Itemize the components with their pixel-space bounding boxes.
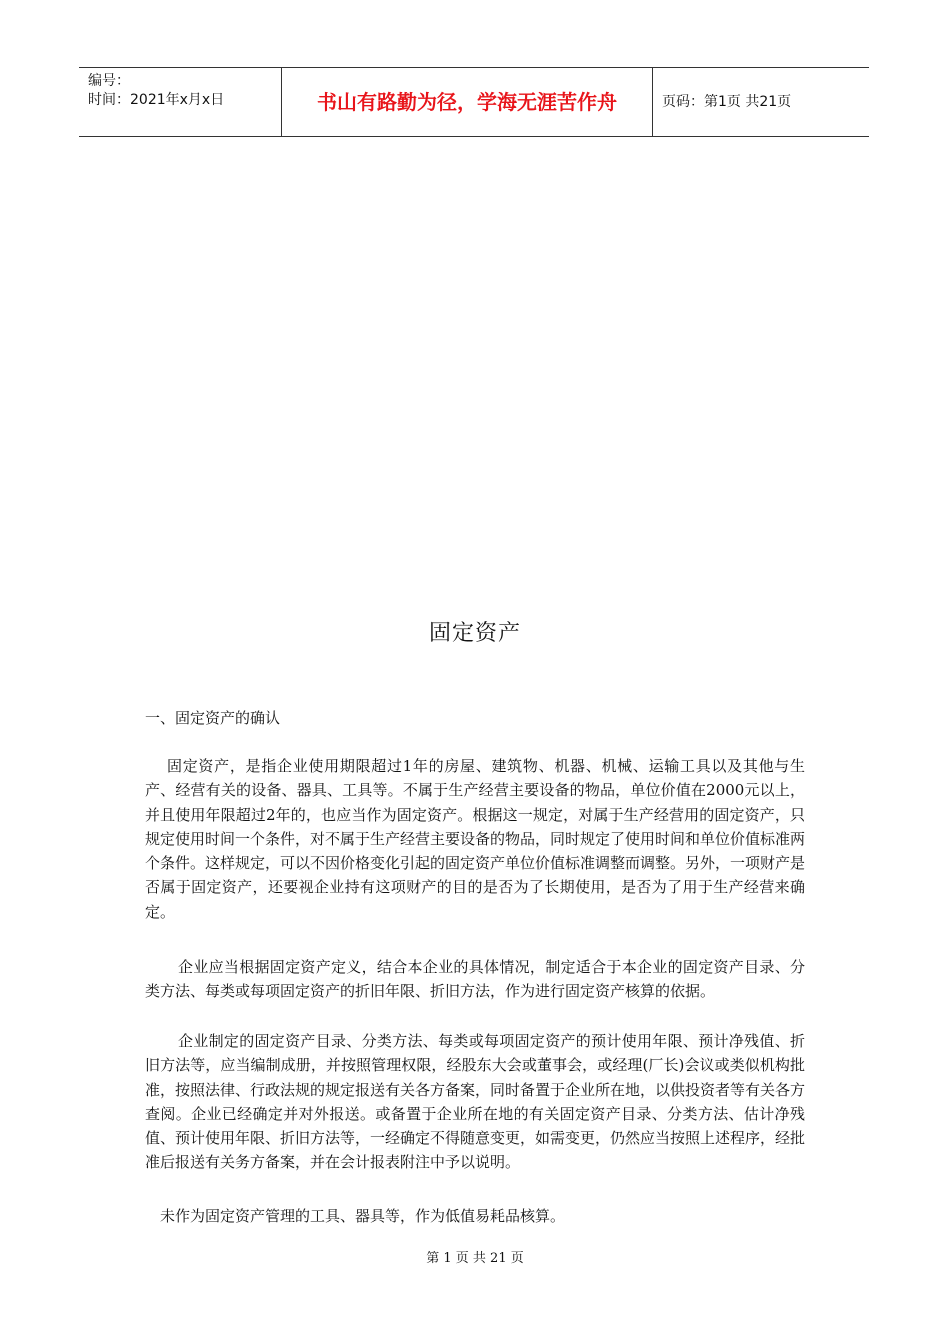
document-time-label: 时间：2021年x月x日: [88, 92, 225, 108]
document-title: 固定资产: [428, 621, 521, 646]
header-meta: [79, 68, 281, 136]
section-heading: 一、固定资产的确认: [145, 709, 281, 727]
page-header: [79, 67, 869, 137]
body-paragraph-4: 未作为固定资产管理的工具、器具等，作为低值易耗品核算。: [160, 1207, 566, 1225]
page-footer: 第 1 页 共 21 页: [426, 1251, 524, 1266]
body-paragraph-1: 固定资产，是指企业使用期限超过1年的房屋、建筑物、机器、机械、运输工具以及其他与生产、经营有关的设备、器具、工具等。不属于生产经营主要设备的物品，单位价值在2000元以上，并且使用年限超过2年的，也应当作为固定资产。根据这一规定，对属于生产经营用的固定资产，只规定使用时间一个条件，对不属于生产经营主要设备的物品，同时规定了使用时间和单位价值标准两个条件。这样规定，可以不因价格变化引起的固定资产单位价值标准调整而调整。另外，一项财产是否属于固定资产，还要视企业持有这项财产的目的是否为了长期使用，是否为了用于生产经营来确定。: [145, 757, 806, 921]
body-paragraph-2: 企业应当根据固定资产定义，结合本企业的具体情况，制定适合于本企业的固定资产目录、分类方法、每类或每项固定资产的折旧年限、折旧方法，作为进行固定资产核算的依据。: [145, 958, 805, 1001]
body-paragraph-3: 企业制定的固定资产目录、分类方法、每类或每项固定资产的预计使用年限、预计净残值、折旧方法等，应当编制成册，并按照管理权限，经股东大会或董事会，或经理(厂长)会议或类似机构批准，按照法律、行政法规的规定报送有关各方备案，同时备置于企业所在地，以供投资者等有关各方查阅。企业已经确定并对外报送。或备置于企业所在地的有关固定资产目录、分类方法、估计净残值、预计使用年限、折旧方法等，一经确定不得随意变更，如需变更，仍然应当按照上述程序，经批准后报送有关务方备案，并在会计报表附注中予以说明。: [145, 1032, 806, 1172]
header-motto: 书山有路勤为径，学海无涯苦作舟: [281, 68, 653, 136]
header-page-info: 页码：第1页 共21页: [662, 94, 792, 110]
document-number-label: 编号：: [88, 73, 130, 89]
